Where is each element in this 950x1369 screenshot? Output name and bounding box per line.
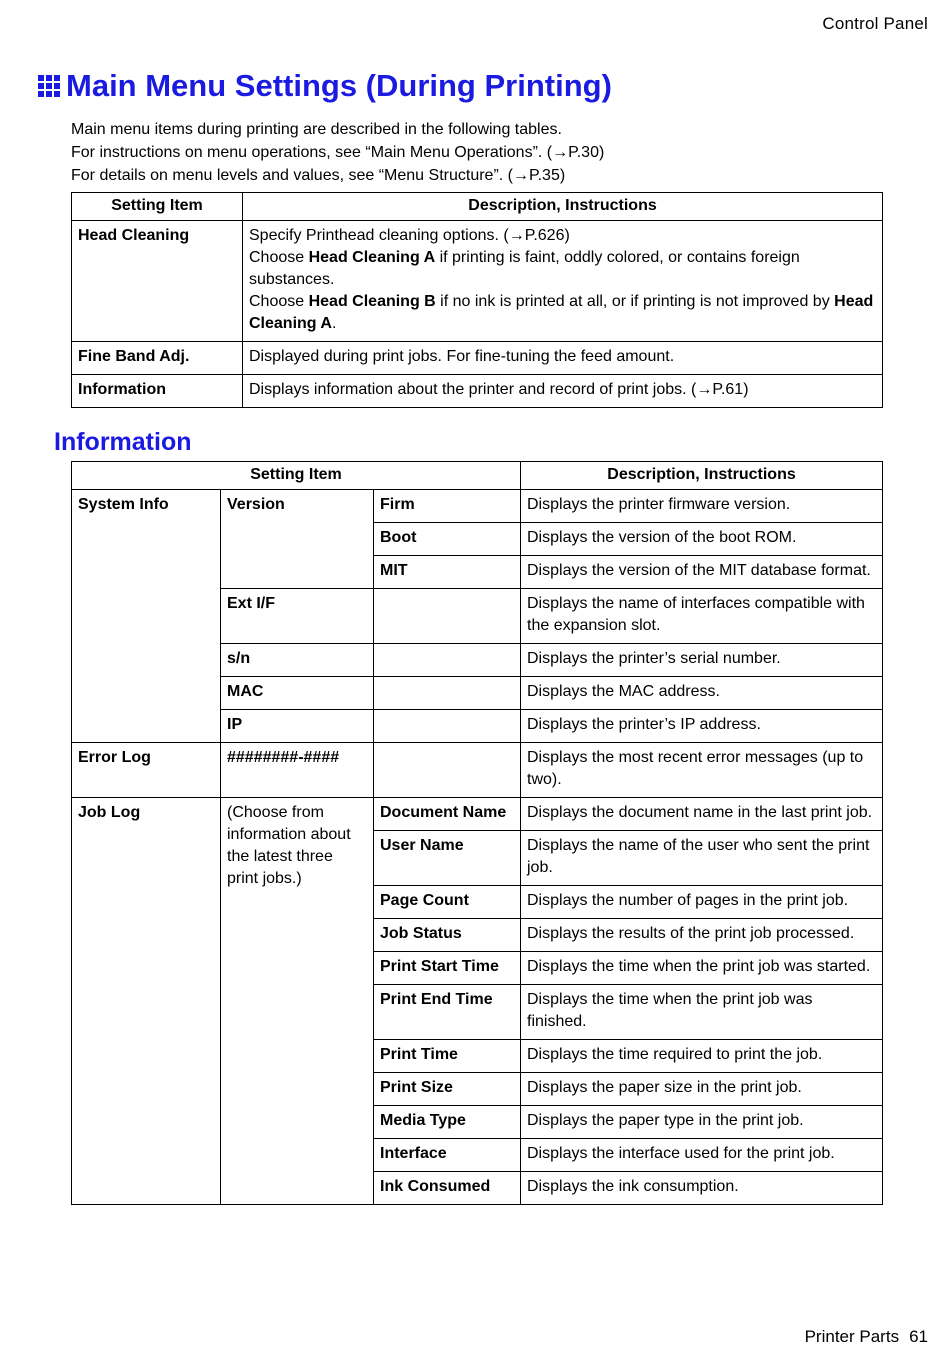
page-number: 61	[909, 1327, 928, 1346]
running-header: Control Panel	[822, 14, 928, 33]
empty-cell	[374, 743, 521, 798]
item-name: s/n	[221, 644, 374, 677]
item-name: Job Status	[374, 919, 521, 952]
item-description: Displays the number of pages in the print job.	[521, 886, 883, 919]
column-header: Description, Instructions	[243, 193, 883, 221]
column-header: Description, Instructions	[521, 462, 883, 490]
intro-line: Main menu items during printing are described in the following tables.	[71, 121, 562, 138]
item-name: Print End Time	[374, 985, 521, 1040]
item-name: Document Name	[374, 798, 521, 831]
page-title-text: Main Menu Settings (During Printing)	[66, 68, 612, 103]
item-name: MAC	[221, 677, 374, 710]
item-description: Displays the most recent error messages (up to two).	[521, 743, 883, 798]
page-footer	[805, 1327, 928, 1347]
item-description: Displays the time when the print job was finished.	[521, 985, 883, 1040]
item-description: Displays the ink consumption.	[521, 1172, 883, 1205]
item-name: MIT	[374, 556, 521, 589]
main-menu-table	[71, 192, 883, 408]
item-description: Displays the printer’s IP address.	[521, 710, 883, 743]
empty-cell	[374, 589, 521, 644]
setting-item: Head Cleaning	[72, 221, 243, 342]
item-name: IP	[221, 710, 374, 743]
information-table	[71, 461, 883, 1205]
item-description: Displays the time when the print job was started.	[521, 952, 883, 985]
group-job-log: Job Log	[72, 798, 221, 1205]
setting-item: Fine Band Adj.	[72, 342, 243, 375]
table-row	[72, 743, 883, 798]
item-name: Print Time	[374, 1040, 521, 1073]
item-description: Displays the version of the MIT database format.	[521, 556, 883, 589]
grid-icon	[38, 75, 60, 97]
table-row	[72, 490, 883, 523]
desc-line: Choose Head Cleaning B if no ink is printed at all, or if printing is not improved by Head Cleaning A.	[249, 293, 874, 332]
item-name: Firm	[374, 490, 521, 523]
item-name: Media Type	[374, 1106, 521, 1139]
item-description: Displays the document name in the last print job.	[521, 798, 883, 831]
footer-section: Printer Parts	[804, 1327, 900, 1346]
intro-line: For details on menu levels and values, see “Menu Structure”. (→P.35)	[71, 167, 566, 184]
item-description: Displays the printer firmware version.	[521, 490, 883, 523]
subgroup-version: Version	[221, 490, 374, 589]
group-error-log: Error Log	[72, 743, 221, 798]
setting-description	[243, 221, 883, 342]
table-header-row	[72, 462, 883, 490]
section-heading: Information	[54, 428, 192, 456]
item-name: Ext I/F	[221, 589, 374, 644]
intro-line: For instructions on menu operations, see “Main Menu Operations”. (→P.30)	[71, 144, 605, 161]
item-description: Displays the MAC address.	[521, 677, 883, 710]
item-name: User Name	[374, 831, 521, 886]
error-log-value: ########-####	[221, 743, 374, 798]
table-header-row	[72, 193, 883, 221]
item-description: Displays the paper type in the print job.	[521, 1106, 883, 1139]
desc-line: Specify Printhead cleaning options. (→P.626)	[249, 227, 570, 244]
item-name: Interface	[374, 1139, 521, 1172]
setting-item: Information	[72, 375, 243, 408]
intro-text	[71, 118, 604, 187]
group-system-info: System Info	[72, 490, 221, 743]
item-description: Displays the results of the print job processed.	[521, 919, 883, 952]
empty-cell	[374, 644, 521, 677]
column-header: Setting Item	[72, 462, 521, 490]
item-description: Displays the time required to print the job.	[521, 1040, 883, 1073]
desc-line: Choose Head Cleaning A if printing is faint, oddly colored, or contains foreign substances.	[249, 249, 800, 288]
item-name: Print Size	[374, 1073, 521, 1106]
item-name: Page Count	[374, 886, 521, 919]
item-description: Displays the interface used for the print job.	[521, 1139, 883, 1172]
page-title	[38, 68, 612, 104]
table-row	[72, 798, 883, 831]
item-name: Ink Consumed	[374, 1172, 521, 1205]
item-description: Displays the printer’s serial number.	[521, 644, 883, 677]
table-row	[72, 221, 883, 342]
item-description: Displays the name of interfaces compatible with the expansion slot.	[521, 589, 883, 644]
item-description: Displays the name of the user who sent the print job.	[521, 831, 883, 886]
setting-description: Displays information about the printer and record of print jobs. (→P.61)	[243, 375, 883, 408]
item-name: Boot	[374, 523, 521, 556]
item-name: Print Start Time	[374, 952, 521, 985]
empty-cell	[374, 677, 521, 710]
column-header: Setting Item	[72, 193, 243, 221]
setting-description: Displayed during print jobs. For fine-tuning the feed amount.	[243, 342, 883, 375]
table-row	[72, 342, 883, 375]
job-log-note: (Choose from information about the latest three print jobs.)	[221, 798, 374, 1205]
item-description: Displays the version of the boot ROM.	[521, 523, 883, 556]
empty-cell	[374, 710, 521, 743]
table-row	[72, 375, 883, 408]
item-description: Displays the paper size in the print job.	[521, 1073, 883, 1106]
